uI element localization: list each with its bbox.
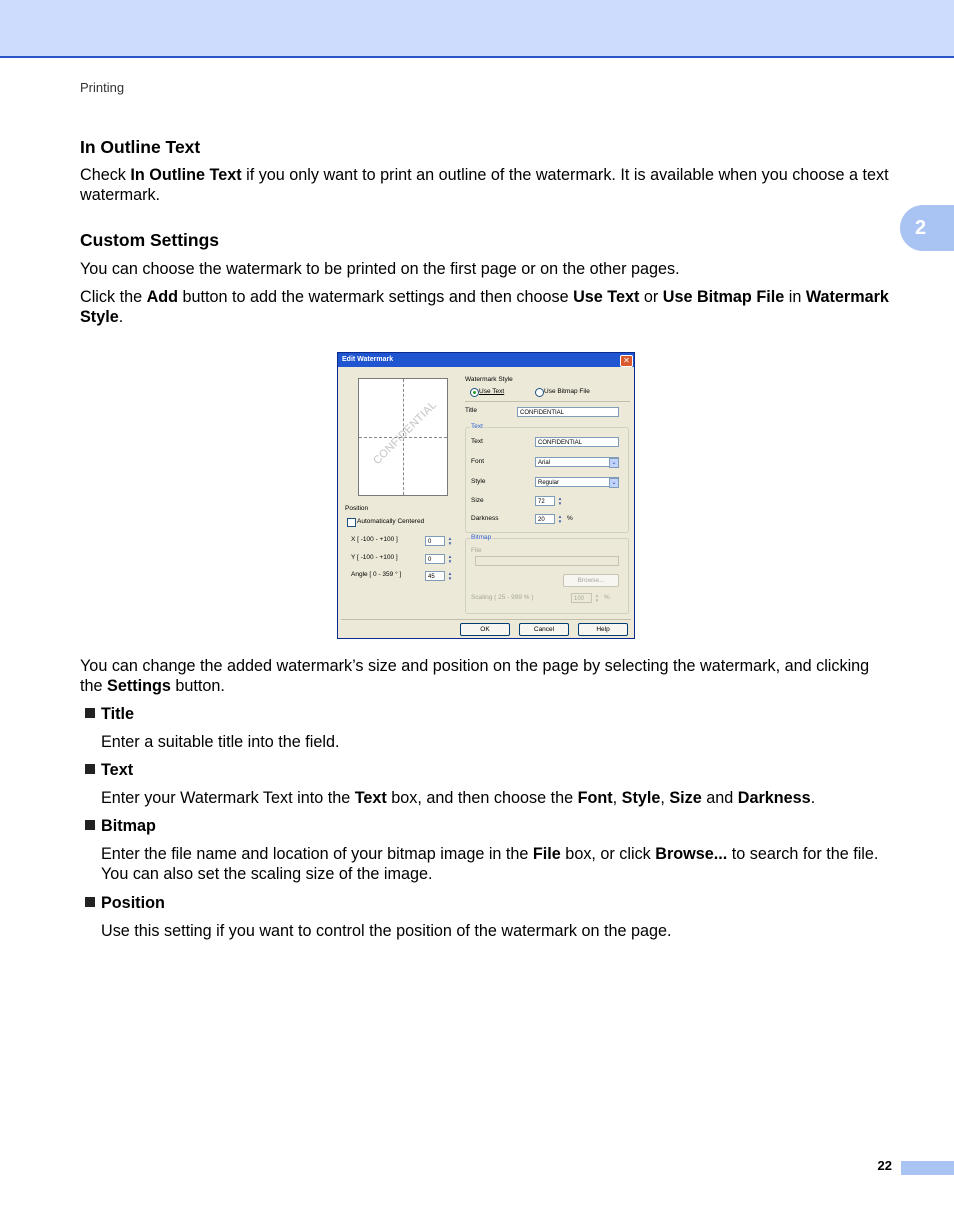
angle-spinner-icon[interactable]: ▲ ▼ bbox=[447, 571, 453, 581]
bullet-bitmap-text: Enter the file name and location of your bitmap image in the File box, or click Browse... to search for the file. You can also set the scaling size of the image. bbox=[101, 845, 879, 883]
bullet-square-icon bbox=[85, 820, 95, 830]
custom-paragraph-2: Click the Add button to add the watermark settings and then choose Use Text or Use Bitmap File in Watermark Style. bbox=[80, 288, 889, 326]
angle-input[interactable]: 45 bbox=[425, 571, 445, 581]
font-label: Font bbox=[471, 458, 485, 465]
dialog-body bbox=[341, 370, 631, 617]
use-bitmap-radio[interactable] bbox=[535, 388, 544, 397]
text-label: Text bbox=[471, 438, 483, 445]
x-label: X [ -100 - +100 ] bbox=[351, 536, 398, 543]
angle-label: Angle [ 0 - 359 ° ] bbox=[351, 571, 402, 578]
bullet-position-text: Use this setting if you want to control the position of the watermark on the page. bbox=[101, 922, 672, 940]
file-label: File bbox=[471, 547, 482, 554]
style-separator bbox=[465, 401, 630, 402]
page-number-bar bbox=[901, 1161, 954, 1175]
y-label: Y [ -100 - +100 ] bbox=[351, 554, 398, 561]
text-group-label: Text bbox=[471, 423, 483, 430]
close-icon[interactable]: ✕ bbox=[620, 355, 633, 367]
scaling-spinner-icon[interactable]: ▲ ▼ bbox=[594, 593, 600, 603]
edit-watermark-dialog bbox=[337, 352, 635, 639]
size-label: Size bbox=[471, 497, 484, 504]
size-spinner-icon[interactable]: ▲ ▼ bbox=[557, 496, 563, 506]
bullet-bitmap: Bitmap bbox=[85, 816, 156, 836]
custom-paragraph-1: You can choose the watermark to be printed on the first page or on the other pages. bbox=[80, 260, 680, 278]
outline-paragraph: Check In Outline Text if you only want to print an outline of the watermark. It is available when you choose a text watermark. bbox=[80, 166, 889, 204]
button-separator bbox=[341, 619, 631, 620]
header-band bbox=[0, 0, 954, 58]
style-select[interactable]: Regular bbox=[535, 477, 619, 487]
style-chevron-down-icon[interactable]: ⌄ bbox=[609, 478, 619, 488]
use-text-label: Use Text bbox=[479, 388, 505, 395]
bullet-square-icon bbox=[85, 764, 95, 774]
scaling-percent: % bbox=[604, 594, 610, 601]
bullet-square-icon bbox=[85, 708, 95, 718]
help-button[interactable]: Help bbox=[578, 623, 628, 636]
heading-custom-settings: Custom Settings bbox=[80, 230, 220, 250]
x-input[interactable]: 0 bbox=[425, 536, 445, 546]
bullet-text-text: Enter your Watermark Text into the Text box, and then choose the Font, Style, Size and Darkness. bbox=[101, 789, 816, 807]
file-input[interactable] bbox=[475, 556, 619, 566]
font-select[interactable]: Arial bbox=[535, 457, 619, 467]
chapter-tab: 2 bbox=[900, 205, 954, 251]
title-label: Title bbox=[465, 407, 478, 414]
bitmap-group-label: Bitmap bbox=[471, 534, 492, 541]
x-spinner-icon[interactable]: ▲ ▼ bbox=[447, 536, 453, 546]
style-label: Style bbox=[471, 478, 486, 485]
use-bitmap-label: Use Bitmap File bbox=[544, 388, 590, 395]
bullet-position: Position bbox=[85, 893, 165, 913]
position-label: Position bbox=[345, 505, 369, 512]
scaling-input[interactable]: 100 bbox=[571, 593, 592, 603]
use-text-radio[interactable] bbox=[470, 388, 479, 397]
scaling-label: Scaling ( 25 - 999 % ) bbox=[471, 594, 534, 601]
bullet-square-icon bbox=[85, 897, 95, 907]
ok-button[interactable]: OK bbox=[460, 623, 510, 636]
page-number: 22 bbox=[877, 1158, 892, 1173]
auto-centered-label: Automatically Centered bbox=[357, 518, 425, 525]
darkness-input[interactable]: 20 bbox=[535, 514, 555, 524]
bullet-title-text: Enter a suitable title into the field. bbox=[101, 733, 340, 751]
cancel-button[interactable]: Cancel bbox=[519, 623, 569, 636]
preview-watermark: CONFIDENTIAL bbox=[371, 398, 440, 468]
darkness-label: Darkness bbox=[471, 515, 499, 522]
dialog-title: Edit Watermark bbox=[338, 353, 634, 367]
bullet-text: Text bbox=[85, 760, 133, 780]
page-preview bbox=[358, 378, 448, 496]
y-input[interactable]: 0 bbox=[425, 554, 445, 564]
darkness-spinner-icon[interactable]: ▲ ▼ bbox=[557, 514, 563, 524]
browse-button[interactable]: Browse... bbox=[563, 574, 619, 587]
font-chevron-down-icon[interactable]: ⌄ bbox=[609, 458, 619, 468]
heading-in-outline-text: In Outline Text bbox=[80, 137, 201, 157]
running-title: Printing bbox=[80, 80, 125, 95]
darkness-percent: % bbox=[567, 515, 573, 522]
y-spinner-icon[interactable]: ▲ ▼ bbox=[447, 554, 453, 564]
title-input[interactable]: CONFIDENTIAL bbox=[517, 407, 619, 417]
text-input[interactable]: CONFIDENTIAL bbox=[535, 437, 619, 447]
auto-centered-checkbox[interactable] bbox=[347, 518, 356, 527]
after-dialog-paragraph: You can change the added watermark’s size and position on the page by selecting the watermark, and clicking the Settings button. bbox=[80, 657, 870, 695]
size-input[interactable]: 72 bbox=[535, 496, 555, 506]
watermark-style-label: Watermark Style bbox=[465, 376, 513, 383]
bullet-title: Title bbox=[85, 704, 134, 724]
